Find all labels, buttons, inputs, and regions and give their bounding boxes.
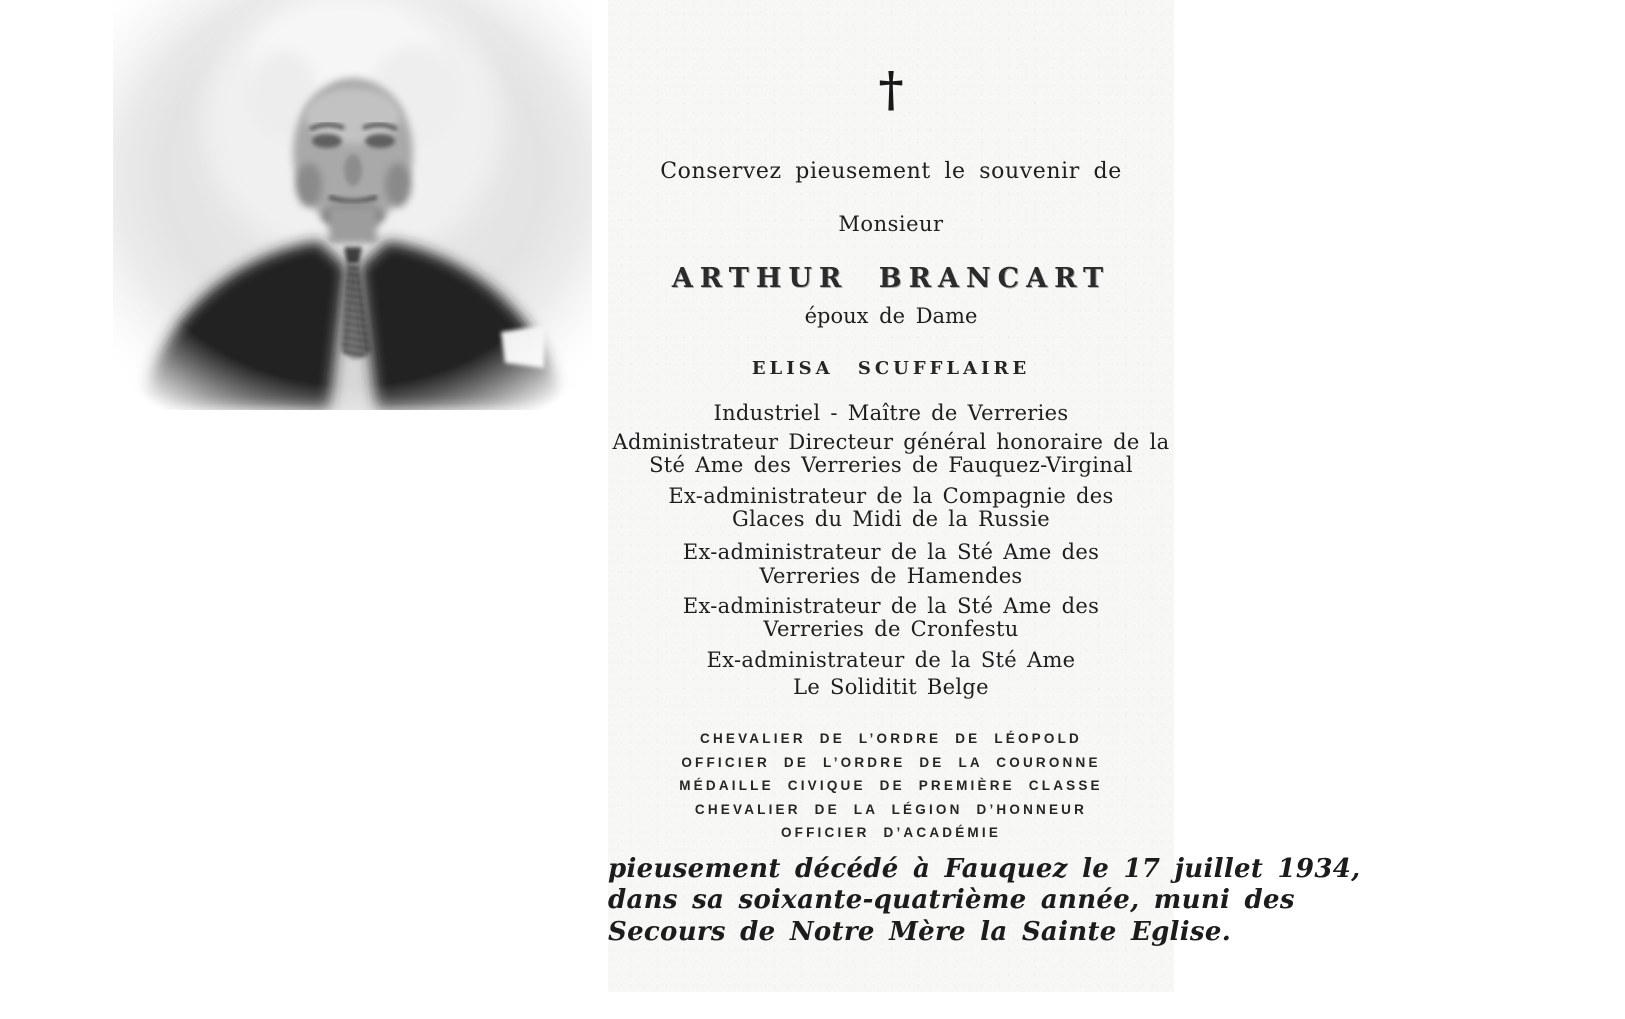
closing-line: pieusement décédé à Fauquez le 17 juillet 1934, bbox=[608, 854, 1361, 884]
honorific-line: Monsieur bbox=[838, 212, 944, 236]
honor-line: OFFICIER DE L’ORDRE DE LA COURONNE bbox=[681, 755, 1101, 770]
spouse-name: ELISA SCUFFLAIRE bbox=[751, 358, 1031, 379]
career-line: Industriel - Maître de Verreries bbox=[713, 401, 1069, 425]
career-line: Le Soliditit Belge bbox=[793, 675, 989, 699]
memorial-card bbox=[608, 0, 1361, 992]
honor-line: OFFICIER D’ACADÉMIE bbox=[780, 825, 1002, 840]
spouse-intro-line: époux de Dame bbox=[804, 304, 978, 328]
closing-line: Secours de Notre Mère la Sainte Eglise. bbox=[608, 917, 1232, 947]
career-line: Administrateur Directeur général honoraire de la bbox=[612, 430, 1170, 454]
career-line: Ex-administrateur de la Compagnie des bbox=[668, 484, 1114, 508]
honor-line: MÉDAILLE CIVIQUE DE PREMIÈRE CLASSE bbox=[679, 778, 1103, 793]
career-line: Verreries de Cronfestu bbox=[763, 617, 1019, 641]
intro-line: Conservez pieusement le souvenir de bbox=[660, 159, 1122, 184]
career-line: Ex-administrateur de la Sté Ame des bbox=[682, 540, 1100, 564]
career-line: Verreries de Hamendes bbox=[759, 564, 1023, 588]
honor-line: CHEVALIER DE LA LÉGION D’HONNEUR bbox=[694, 802, 1088, 817]
career-line: Ex-administrateur de la Sté Ame des bbox=[682, 594, 1100, 618]
closing-line: dans sa soixante-quatrième année, muni des bbox=[608, 885, 1295, 915]
deceased-name: ARTHUR BRANCART bbox=[671, 263, 1111, 294]
career-line: Glaces du Midi de la Russie bbox=[732, 507, 1050, 531]
cross-icon: † bbox=[878, 62, 904, 118]
career-line: Ex-administrateur de la Sté Ame bbox=[706, 648, 1076, 672]
career-line: Sté Ame des Verreries de Fauquez-Virginal bbox=[649, 453, 1133, 477]
honor-line: CHEVALIER DE L’ORDRE DE LÉOPOLD bbox=[700, 731, 1082, 746]
portrait-illustration bbox=[113, 0, 592, 410]
portrait-photo bbox=[113, 0, 592, 410]
